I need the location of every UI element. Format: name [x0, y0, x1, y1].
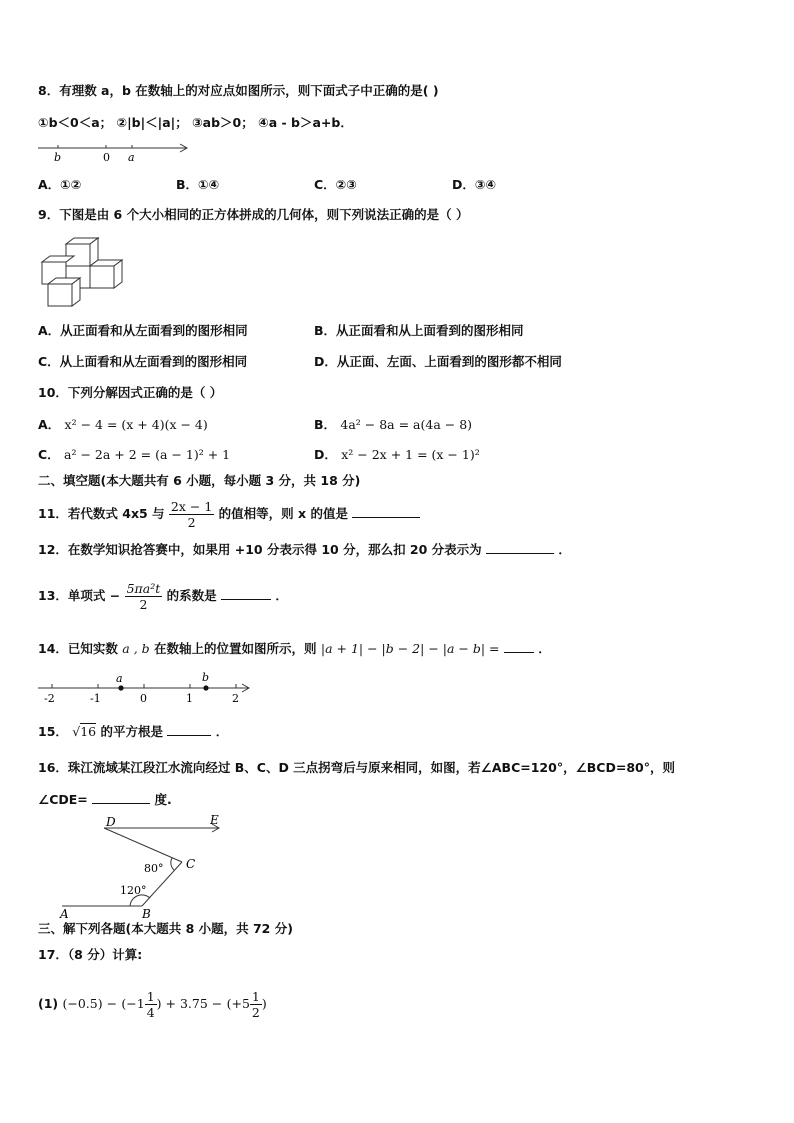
q10-option-b[interactable]: [314, 416, 472, 434]
q12-end: ．: [558, 542, 571, 557]
q8-option-a[interactable]: A．①②: [38, 177, 82, 192]
q10-option-b-formula: 4a² − 8a = a(4a − 8): [340, 417, 473, 432]
q12: [38, 540, 571, 559]
q10-option-a-letter: A．: [38, 417, 61, 432]
q8-option-d[interactable]: D．③④: [452, 177, 497, 192]
q9-cube-solid-figure: [38, 234, 148, 314]
q17-term4-fraction: [250, 989, 262, 1020]
q15: [38, 722, 228, 741]
q14-tick-m1: -1: [90, 692, 101, 705]
q8-option-c[interactable]: C．②③: [314, 177, 357, 192]
q11-frac-den: 2: [187, 515, 196, 530]
q17-label: (1): [38, 996, 59, 1011]
q14-answer-blank[interactable]: [504, 639, 534, 653]
q16-answer-blank[interactable]: [92, 790, 150, 804]
q14-middle: 在数轴上的位置如图所示，则: [154, 641, 317, 656]
q11-suffix: 的值相等，则 x 的值是: [218, 506, 348, 521]
q17-term4-prefix: (+5: [226, 996, 250, 1011]
q17-term2-den: 4: [146, 1005, 155, 1020]
q16-line2-prefix: ∠CDE=: [38, 792, 88, 807]
q15-suffix: 的平方根是: [100, 724, 164, 739]
q14-tick-0: 0: [140, 692, 147, 705]
q16-point-b: B: [142, 907, 151, 921]
q16-point-e: E: [210, 813, 219, 827]
q8-label-zero: 0: [103, 151, 110, 164]
q13-frac-num: 5πa²t: [126, 581, 161, 596]
q14-label-a: a: [116, 672, 123, 685]
q12-answer-blank[interactable]: [486, 540, 554, 554]
section-2-heading: 二、填空题(本大题共有 6 小题，每小题 3 分，共 18 分): [38, 473, 361, 488]
q13-answer-blank[interactable]: [221, 586, 271, 600]
q16-angle-b: 120°: [120, 884, 147, 897]
q10-option-d[interactable]: [314, 446, 480, 464]
q15-radicand: 16: [80, 724, 97, 739]
q14-prefix: 14．已知实数: [38, 641, 118, 656]
q16-angle-c: 80°: [144, 862, 164, 875]
q16-river-figure: [58, 812, 238, 922]
q14-tick-1: 1: [186, 692, 193, 705]
q10-option-a[interactable]: [38, 416, 208, 434]
q12-text: 12．在数学知识抢答赛中，如果用 +10 分表示得 10 分，那么扣 20 分表示为: [38, 542, 482, 557]
q17-term1: (−0.5) −: [62, 996, 118, 1011]
q9-option-c[interactable]: C．从上面看和从左面看到的图形相同: [38, 354, 248, 369]
q14-end: ．: [538, 641, 551, 656]
q13-prefix: 13．单项式 −: [38, 588, 121, 603]
q8-option-b[interactable]: B．①④: [176, 177, 220, 192]
q13-end: ．: [275, 588, 288, 603]
q16-point-d: D: [106, 815, 116, 829]
q11: [38, 496, 420, 532]
q10-option-a-formula: x² − 4 = (x + 4)(x − 4): [64, 417, 208, 432]
q8-label-a: a: [128, 151, 135, 164]
q14-vars: a , b: [122, 641, 150, 656]
q16-line1: 16．珠江流域某江段江水流向经过 B、C、D 三点拐弯后与原来相同，如图，若∠ABC=120°，∠BCD=80°，则: [38, 760, 675, 775]
q14-label-b: b: [202, 671, 210, 684]
q11-prefix: 11．若代数式 4x5 与: [38, 506, 165, 521]
q17-term2-prefix: (−1: [121, 996, 145, 1011]
q17-term2-fraction: [145, 989, 157, 1020]
q11-answer-blank[interactable]: [352, 504, 420, 518]
q13-fraction: [125, 581, 163, 612]
q15-sqrt-sign: √: [72, 724, 81, 739]
q16-line2-suffix: 度.: [154, 792, 172, 807]
q17-term4-num: 1: [251, 989, 260, 1004]
q16-line2: [38, 790, 172, 809]
q14-number-line: [38, 670, 258, 706]
q10-option-b-letter: B．: [314, 417, 337, 432]
q17-term4-den: 2: [251, 1005, 260, 1020]
section-3-heading: 三、解下列各题(本大题共 8 小题，共 72 分): [38, 921, 293, 936]
q16-point-a: A: [60, 907, 69, 921]
q15-answer-blank[interactable]: [167, 722, 211, 736]
q14-expression: |a + 1| − |b − 2| − |a − b| =: [320, 641, 500, 656]
q17-term2-num: 1: [146, 989, 155, 1004]
q11-frac-num: 2x − 1: [170, 499, 213, 514]
q10-option-d-formula: x² − 2x + 1 = (x − 1)²: [341, 447, 480, 462]
q17-stem: 17．（8 分）计算:: [38, 947, 143, 962]
q10-option-c-formula: a² − 2a + 2 = (a − 1)² + 1: [64, 447, 231, 462]
q17-part1: [38, 984, 267, 1024]
q9-option-a[interactable]: A．从正面看和从左面看到的图形相同: [38, 323, 248, 338]
q14-tick-2: 2: [232, 692, 239, 705]
q11-fraction: [169, 499, 214, 530]
q15-prefix: 15．: [38, 724, 68, 739]
q8-label-b: b: [54, 151, 62, 164]
q8-conditions: ①b＜0＜a； ②|b|＜|a|； ③ab＞0； ④a - b＞a+b．: [38, 115, 353, 130]
q14-tick-m2: -2: [44, 692, 55, 705]
q13-suffix: 的系数是: [166, 588, 217, 603]
q8-number-line: [38, 140, 198, 166]
q9-stem: 9．下图是由 6 个大小相同的正方体拼成的几何体，则下列说法正确的是（ ）: [38, 207, 469, 222]
q15-end: ．: [215, 724, 229, 739]
q9-option-d[interactable]: D．从正面、左面、上面看到的图形都不相同: [314, 354, 562, 369]
q10-option-c[interactable]: [38, 446, 230, 464]
q8-stem: 8．有理数 a，b 在数轴上的对应点如图所示，则下面式子中正确的是( ): [38, 83, 439, 98]
q16-point-c: C: [186, 857, 196, 871]
q10-option-d-letter: D．: [314, 447, 337, 462]
q17-term3: ) + 3.75 −: [156, 996, 223, 1011]
q13: [38, 578, 288, 614]
q13-frac-den: 2: [139, 597, 148, 612]
q9-option-b[interactable]: B．从正面看和从上面看到的图形相同: [314, 323, 524, 338]
q17-term5: ): [261, 996, 267, 1011]
q10-stem: 10．下列分解因式正确的是（ ）: [38, 385, 223, 400]
q14: [38, 639, 551, 658]
q10-option-c-letter: C．: [38, 447, 60, 462]
